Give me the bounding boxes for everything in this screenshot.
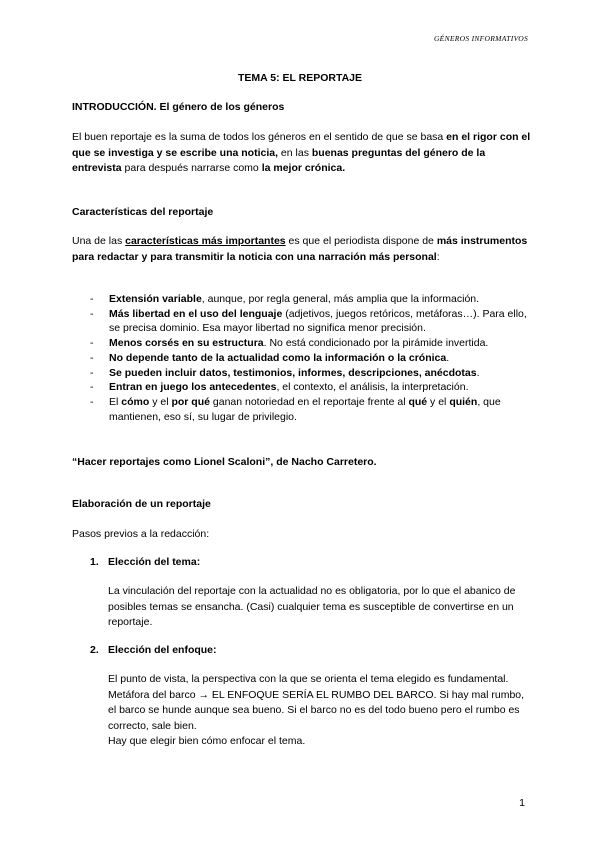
item-bold: Se pueden incluir datos, testimonios, informes, descripciones, anécdotas bbox=[109, 366, 477, 379]
step-2-paragraph: El punto de vista, la perspectiva con la que se orienta el tema elegido es fundamental. Metáfora del barco → EL ENFOQUE SERÍA EL RUMBO DEL BARCO. Si hay mal rumbo, el barco se hunde aunque sea bueno. Si el barco no es del todo bueno pero el rumbo es correcto, sale bien. bbox=[108, 673, 525, 732]
step-2-text bbox=[108, 672, 533, 750]
intro-text-2: en las bbox=[278, 146, 312, 159]
intro-bold-3: la mejor crónica. bbox=[261, 162, 346, 174]
item-text: . No está condicionado por la pirámide invertida. bbox=[263, 337, 489, 350]
step-number: 2. bbox=[90, 644, 99, 656]
step-number: 1. bbox=[90, 556, 99, 568]
item-bold: por qué bbox=[171, 395, 210, 408]
item-text: ganan notoriedad en el reportaje frente al bbox=[209, 395, 409, 408]
elaboration-intro: Pasos previos a la redacción: bbox=[72, 528, 210, 540]
item-bold: quién bbox=[449, 395, 478, 408]
features-underlined: características más importantes bbox=[125, 235, 286, 247]
item-bold: Más libertad en el uso del lenguaje bbox=[109, 307, 283, 320]
item-text: . bbox=[476, 366, 480, 379]
item-text: , el contexto, el análisis, la interpretación. bbox=[276, 381, 469, 394]
item-bold: qué bbox=[408, 395, 428, 408]
quote-reference: “Hacer reportajes como Lionel Scaloni”, de Nacho Carretero. bbox=[72, 456, 377, 468]
step-title: Elección del tema: bbox=[108, 556, 201, 568]
item-text: El bbox=[109, 395, 122, 408]
list-item bbox=[72, 380, 532, 395]
list-item bbox=[72, 292, 532, 307]
list-item bbox=[72, 307, 532, 336]
step-title: Elección del enfoque: bbox=[108, 644, 217, 656]
features-text: Una de las bbox=[72, 235, 126, 247]
item-text: , aunque, por regla general, más amplia que la información. bbox=[201, 293, 480, 305]
features-text-3: : bbox=[436, 250, 440, 263]
item-bold: Extensión variable bbox=[109, 293, 202, 305]
features-heading: Características del reportaje bbox=[72, 206, 214, 218]
item-text: , que mantienen, eso sí, su lugar de privilegio. bbox=[109, 395, 501, 423]
step-1-text: La vinculación del reportaje con la actualidad no es obligatoria, por lo que el abanico de posibles temas se ensancha. (Casi) cualquier tema es susceptible de convertirse en un reportaje. bbox=[108, 585, 516, 628]
features-paragraph bbox=[72, 234, 532, 265]
list-item bbox=[72, 351, 532, 366]
step-2-conclusion: Hay que elegir bien cómo enfocar el tema. bbox=[108, 735, 306, 747]
item-bold: Menos corsés en su estructura bbox=[109, 337, 264, 350]
running-header: GÉNEROS INFORMATIVOS bbox=[433, 34, 528, 43]
list-item bbox=[72, 366, 532, 381]
intro-paragraph bbox=[72, 130, 532, 177]
step-1-heading bbox=[90, 555, 530, 571]
item-bold: cómo bbox=[121, 395, 150, 408]
intro-text: El buen reportaje es la suma de todos los géneros en el sentido de que se basa bbox=[72, 131, 447, 143]
intro-bold-2: buenas preguntas del género de la entrevista bbox=[72, 146, 486, 174]
features-list bbox=[72, 292, 532, 424]
intro-text-3: para después narrarse como bbox=[121, 162, 262, 174]
list-item bbox=[72, 395, 532, 424]
item-text: y el bbox=[149, 395, 172, 408]
features-text-2: es que el periodista dispone de bbox=[285, 235, 437, 247]
item-text: y el bbox=[427, 395, 450, 408]
item-bold: No depende tanto de la actualidad como la información o la crónica bbox=[109, 351, 447, 364]
intro-bold-1: en el rigor con el que se investiga y se escribe una noticia, bbox=[72, 131, 531, 159]
item-text: (adjetivos, juegos retóricos, metáforas…). Para ello, se precisa dominio. Esa mayor libertad no significa menor precisión. bbox=[109, 307, 527, 335]
page-number: 1 bbox=[519, 797, 525, 809]
page-title: TEMA 5: EL REPORTAJE bbox=[237, 72, 363, 84]
features-bold: más instrumentos para redactar y para transmitir la noticia con una narración más personal bbox=[72, 235, 528, 263]
step-2-heading bbox=[90, 643, 530, 659]
list-item bbox=[72, 336, 532, 351]
item-text: . bbox=[446, 351, 450, 364]
item-bold: Entran en juego los antecedentes bbox=[109, 381, 277, 394]
elaboration-heading: Elaboración de un reportaje bbox=[72, 498, 211, 510]
intro-heading: INTRODUCCIÓN. El género de los géneros bbox=[72, 101, 285, 113]
